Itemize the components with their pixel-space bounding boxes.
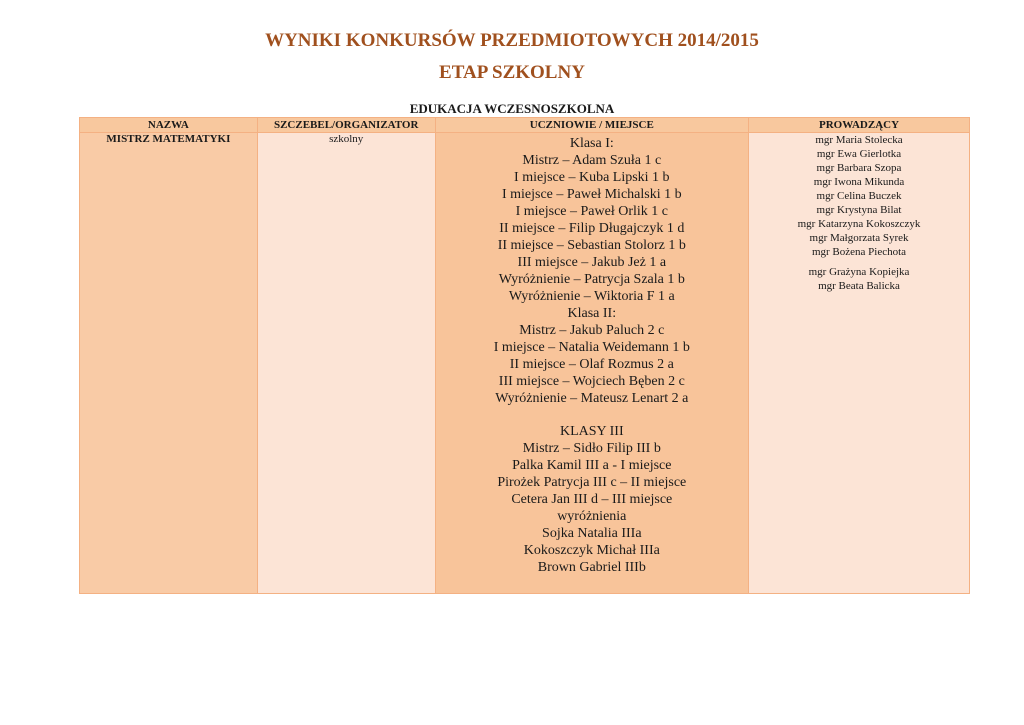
student-entry: KLASY III: [559, 424, 624, 439]
competition-level: szkolny: [329, 133, 364, 145]
leader-entry: mgr Barbara Szopa: [816, 162, 902, 174]
column-header-leaders: PROWADZĄCY: [749, 118, 970, 133]
leaders-cell: [749, 133, 970, 594]
student-entry: Palka Kamil III a - I miejsce: [512, 458, 672, 473]
leader-entry: mgr Ewa Gierlotka: [816, 148, 902, 160]
leader-entry: mgr Katarzyna Kokoszczyk: [797, 218, 921, 230]
competition-name: MISTRZ MATEMATYKI: [106, 133, 231, 145]
leader-entry: mgr Małgorzata Syrek: [809, 232, 909, 244]
student-entry: I miejsce – Paweł Michalski 1 b: [501, 187, 682, 202]
student-entry: Mistrz – Jakub Paluch 2 c: [519, 323, 665, 338]
student-entry: Brown Gabriel IIIb: [537, 560, 646, 575]
student-entry: II miejsce – Filip Długajczyk 1 d: [499, 221, 685, 236]
students-list-classes-3: [436, 423, 748, 576]
table-header-row: [80, 118, 970, 133]
student-entry: I miejsce – Paweł Orlik 1 c: [515, 204, 668, 219]
column-header-students: UCZNIOWIE / MIEJSCE: [435, 118, 748, 133]
competition-name-cell: [80, 133, 258, 594]
students-cell: [435, 133, 748, 594]
student-entry: I miejsce – Natalia Weidemann 1 b: [493, 340, 690, 355]
student-entry: Klasa II:: [567, 306, 617, 321]
student-entry: Wyróżnienie – Mateusz Lenart 2 a: [495, 391, 689, 406]
page-title: WYNIKI KONKURSÓW PRZEDMIOTOWYCH 2014/2015: [265, 30, 759, 51]
student-entry: II miejsce – Olaf Rozmus 2 a: [509, 357, 674, 372]
student-entry: Klasa I:: [569, 136, 614, 151]
student-entry: III miejsce – Wojciech Bęben 2 c: [498, 374, 685, 389]
leader-entry: mgr Bożena Piechota: [811, 246, 907, 258]
student-entry: Cetera Jan III d – III miejsce: [511, 492, 673, 507]
page-subtitle: ETAP SZKOLNY: [439, 62, 585, 83]
students-list-classes-1-2: [436, 135, 748, 407]
student-entry: III miejsce – Jakub Jeż 1 a: [517, 255, 667, 270]
column-header-name: NAZWA: [80, 118, 258, 133]
student-entry: Wyróżnienie – Patrycja Szala 1 b: [498, 272, 685, 287]
student-entry: I miejsce – Kuba Lipski 1 b: [514, 170, 670, 185]
leader-entry: mgr Krystyna Bilat: [816, 204, 902, 216]
leaders-list: [749, 133, 969, 259]
leader-entry: mgr Beata Balicka: [818, 280, 900, 292]
leader-entry: mgr Iwona Mikunda: [813, 176, 905, 188]
leader-entry: mgr Grażyna Kopiejka: [808, 266, 910, 278]
results-table: [79, 117, 970, 594]
leader-entry: mgr Celina Buczek: [816, 190, 902, 202]
section-heading: EDUKACJA WCZESNOSZKOLNA: [409, 101, 615, 116]
student-entry: Wyróżnienie – Wiktoria F 1 a: [508, 289, 675, 304]
table-row: [80, 133, 970, 594]
student-entry: wyróżnienia: [557, 509, 627, 524]
level-cell: [257, 133, 435, 594]
student-entry: Sojka Natalia IIIa: [542, 526, 642, 541]
student-entry: II miejsce – Sebastian Stolorz 1 b: [497, 238, 686, 253]
student-entry: Mistrz – Adam Szuła 1 c: [522, 153, 662, 168]
student-entry: Mistrz – Sidło Filip III b: [522, 441, 661, 456]
student-entry: Kokoszczyk Michał IIIa: [523, 543, 660, 558]
column-header-level: SZCZEBEL/ORGANIZATOR: [257, 118, 435, 133]
leaders-list-extra: [749, 265, 969, 293]
student-entry: Pirożek Patrycja III c – II miejsce: [497, 475, 687, 490]
leader-entry: mgr Maria Stolecka: [815, 134, 903, 146]
